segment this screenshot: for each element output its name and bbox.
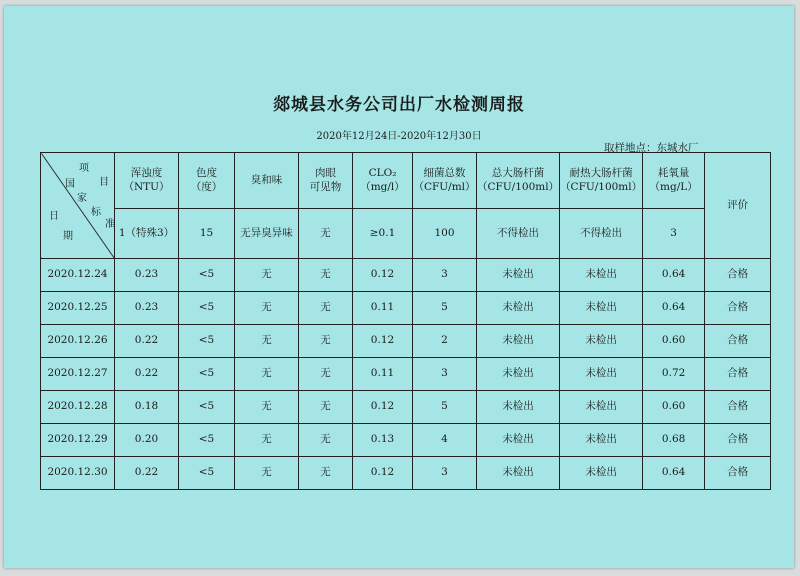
standard-cell: 3: [643, 209, 705, 259]
water-quality-table: [40, 152, 771, 490]
date-cell: 2020.12.25: [41, 292, 115, 325]
date-cell: 2020.12.28: [41, 391, 115, 424]
value-cell: 未检出: [477, 292, 560, 325]
value-cell: 无: [235, 391, 299, 424]
report-sheet: [4, 6, 794, 568]
value-cell: <5: [179, 424, 235, 457]
value-cell: 0.23: [115, 292, 179, 325]
value-cell: 0.22: [115, 358, 179, 391]
value-cell: 未检出: [560, 259, 643, 292]
value-cell: 0.23: [115, 259, 179, 292]
value-cell: 0.13: [353, 424, 413, 457]
header-corner-cell: [41, 153, 115, 259]
value-cell: 5: [413, 292, 477, 325]
standard-cell: 15: [179, 209, 235, 259]
table-row: [41, 259, 771, 292]
value-cell: 0.11: [353, 292, 413, 325]
eval-cell: 合格: [705, 424, 771, 457]
eval-header: 评价: [705, 153, 771, 259]
column-header: 臭和味: [235, 153, 299, 209]
corner-char: 国: [65, 179, 75, 190]
value-cell: 2: [413, 325, 477, 358]
value-cell: <5: [179, 358, 235, 391]
corner-char: 项: [79, 163, 89, 174]
value-cell: 无: [235, 358, 299, 391]
value-cell: 无: [299, 325, 353, 358]
standards-row: [41, 209, 771, 259]
standard-cell: ≥0.1: [353, 209, 413, 259]
eval-cell: 合格: [705, 325, 771, 358]
value-cell: 5: [413, 391, 477, 424]
value-cell: 未检出: [560, 325, 643, 358]
table-row: [41, 358, 771, 391]
eval-cell: 合格: [705, 292, 771, 325]
value-cell: 未检出: [477, 424, 560, 457]
value-cell: 无: [235, 424, 299, 457]
value-cell: 未检出: [560, 358, 643, 391]
value-cell: <5: [179, 292, 235, 325]
value-cell: 3: [413, 457, 477, 490]
value-cell: 0.12: [353, 325, 413, 358]
value-cell: 0.64: [643, 259, 705, 292]
value-cell: 0.12: [353, 457, 413, 490]
value-cell: 未检出: [477, 391, 560, 424]
value-cell: 无: [235, 325, 299, 358]
value-cell: <5: [179, 457, 235, 490]
value-cell: 未检出: [560, 457, 643, 490]
data-rows: [41, 259, 771, 490]
value-cell: 0.64: [643, 292, 705, 325]
eval-cell: 合格: [705, 358, 771, 391]
table-row: [41, 457, 771, 490]
value-cell: 0.20: [115, 424, 179, 457]
eval-cell: 合格: [705, 457, 771, 490]
date-cell: 2020.12.24: [41, 259, 115, 292]
date-cell: 2020.12.27: [41, 358, 115, 391]
value-cell: 0.60: [643, 391, 705, 424]
table-row: [41, 325, 771, 358]
value-cell: 无: [299, 424, 353, 457]
value-cell: 未检出: [477, 325, 560, 358]
corner-char: 家: [77, 193, 87, 204]
value-cell: 未检出: [560, 292, 643, 325]
value-cell: 0.72: [643, 358, 705, 391]
value-cell: 无: [299, 259, 353, 292]
date-cell: 2020.12.26: [41, 325, 115, 358]
report-title: 郯城县水务公司出厂水检测周报: [273, 95, 525, 115]
value-cell: 0.11: [353, 358, 413, 391]
column-header: 色度 （度）: [179, 153, 235, 209]
value-cell: 0.64: [643, 457, 705, 490]
value-cell: <5: [179, 391, 235, 424]
header-row: [41, 153, 771, 209]
sampling-location: 取样地点：东城水厂: [604, 142, 699, 154]
standard-cell: 不得检出: [560, 209, 643, 259]
date-cell: 2020.12.30: [41, 457, 115, 490]
corner-char: 标: [91, 207, 101, 218]
corner-char: 准: [105, 219, 115, 230]
value-cell: 0.18: [115, 391, 179, 424]
value-cell: 0.12: [353, 259, 413, 292]
value-cell: 4: [413, 424, 477, 457]
value-cell: 0.22: [115, 325, 179, 358]
report-period: 2020年12月24日-2020年12月30日: [316, 131, 482, 142]
standard-cell: 100: [413, 209, 477, 259]
value-cell: 无: [235, 457, 299, 490]
value-cell: 无: [299, 292, 353, 325]
value-cell: 0.12: [353, 391, 413, 424]
standard-cell: 1（特殊3）: [115, 209, 179, 259]
value-cell: 无: [299, 391, 353, 424]
column-header: 总大肠杆菌 （CFU/100ml）: [477, 153, 560, 209]
column-header: 耐热大肠杆菌 （CFU/100ml）: [560, 153, 643, 209]
standard-cell: 无: [299, 209, 353, 259]
value-cell: 3: [413, 358, 477, 391]
standard-cell: 无异臭异味: [235, 209, 299, 259]
table-row: [41, 424, 771, 457]
value-cell: 0.60: [643, 325, 705, 358]
eval-cell: 合格: [705, 259, 771, 292]
column-header: 浑浊度 （NTU）: [115, 153, 179, 209]
value-cell: 3: [413, 259, 477, 292]
corner-char: 期: [63, 231, 73, 242]
value-cell: 未检出: [560, 424, 643, 457]
table-row: [41, 292, 771, 325]
table-row: [41, 391, 771, 424]
column-header: 细菌总数 （CFU/ml）: [413, 153, 477, 209]
value-cell: 未检出: [477, 358, 560, 391]
value-cell: 无: [299, 457, 353, 490]
date-cell: 2020.12.29: [41, 424, 115, 457]
value-cell: 无: [235, 259, 299, 292]
value-cell: 未检出: [477, 457, 560, 490]
corner-char: 日: [49, 211, 59, 222]
value-cell: 未检出: [477, 259, 560, 292]
column-header: CLO₂ （mg/l）: [353, 153, 413, 209]
value-cell: <5: [179, 259, 235, 292]
value-cell: 无: [235, 292, 299, 325]
standard-cell: 不得检出: [477, 209, 560, 259]
value-cell: <5: [179, 325, 235, 358]
column-header: 耗氧量 （mg/L）: [643, 153, 705, 209]
value-cell: 未检出: [560, 391, 643, 424]
value-cell: 0.22: [115, 457, 179, 490]
value-cell: 无: [299, 358, 353, 391]
value-cell: 0.68: [643, 424, 705, 457]
column-header: 肉眼 可见物: [299, 153, 353, 209]
corner-char: 目: [99, 177, 109, 188]
eval-cell: 合格: [705, 391, 771, 424]
